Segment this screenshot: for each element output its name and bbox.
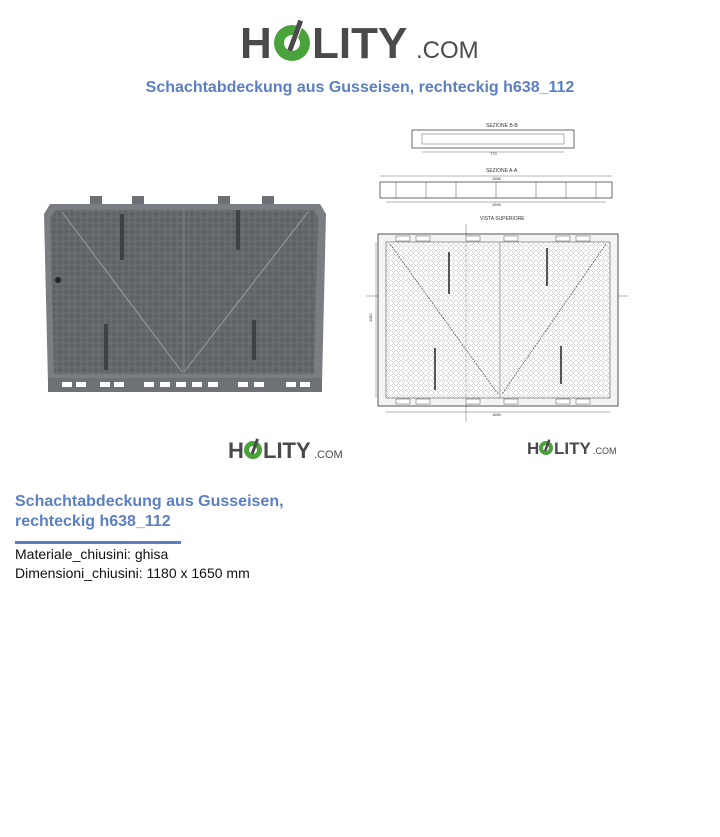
product-heading xyxy=(15,492,315,532)
label-section-b: SEZIONE B-B xyxy=(486,123,518,129)
label-section-a: SEZIONE A-A xyxy=(486,168,518,174)
dim-a-bottom: 1500 xyxy=(492,202,501,207)
product-photo[interactable] xyxy=(42,196,328,396)
dim-height: 1180 xyxy=(368,313,373,322)
small2-logo-h: H xyxy=(527,439,540,458)
spec-material: Materiale_chiusini: ghisa xyxy=(15,546,169,562)
logo-com: .COM xyxy=(416,37,479,64)
logo-letters-lity: LITY xyxy=(312,19,408,66)
heading-line-1: Schachtabdeckung aus Gusseisen, xyxy=(15,493,284,510)
small2-logo-com: .COM xyxy=(593,446,617,456)
small2-logo-o-icon xyxy=(539,439,553,455)
small2-logo-lity: LITY xyxy=(554,439,591,458)
holity-logo[interactable] xyxy=(240,14,485,66)
label-top-view: VISTA SUPERIORE xyxy=(480,216,525,222)
technical-drawing[interactable] xyxy=(356,118,636,430)
small-logo-lity: LITY xyxy=(263,438,311,462)
small-logo-h: H xyxy=(228,438,244,462)
holity-logo-small xyxy=(228,436,344,462)
logo-letter-h: H xyxy=(240,19,272,66)
spec-dimensions: Dimensioni_chiusini: 1180 x 1650 mm xyxy=(15,565,250,581)
small-logo-o-icon xyxy=(244,438,262,459)
product-title: Schachtabdeckung aus Gusseisen, rechteckig h638_112 xyxy=(145,79,575,96)
dim-width: 1650 xyxy=(492,412,501,417)
heading-line-2: rechteckig h638_112 xyxy=(15,513,171,530)
small-logo-com: .COM xyxy=(314,449,343,461)
dim-a-top: 1556 xyxy=(492,176,501,181)
heading-divider xyxy=(15,541,181,544)
logo-o-icon xyxy=(274,17,310,61)
holity-logo-small-2 xyxy=(527,436,617,458)
dim-b: 770 xyxy=(490,151,497,156)
